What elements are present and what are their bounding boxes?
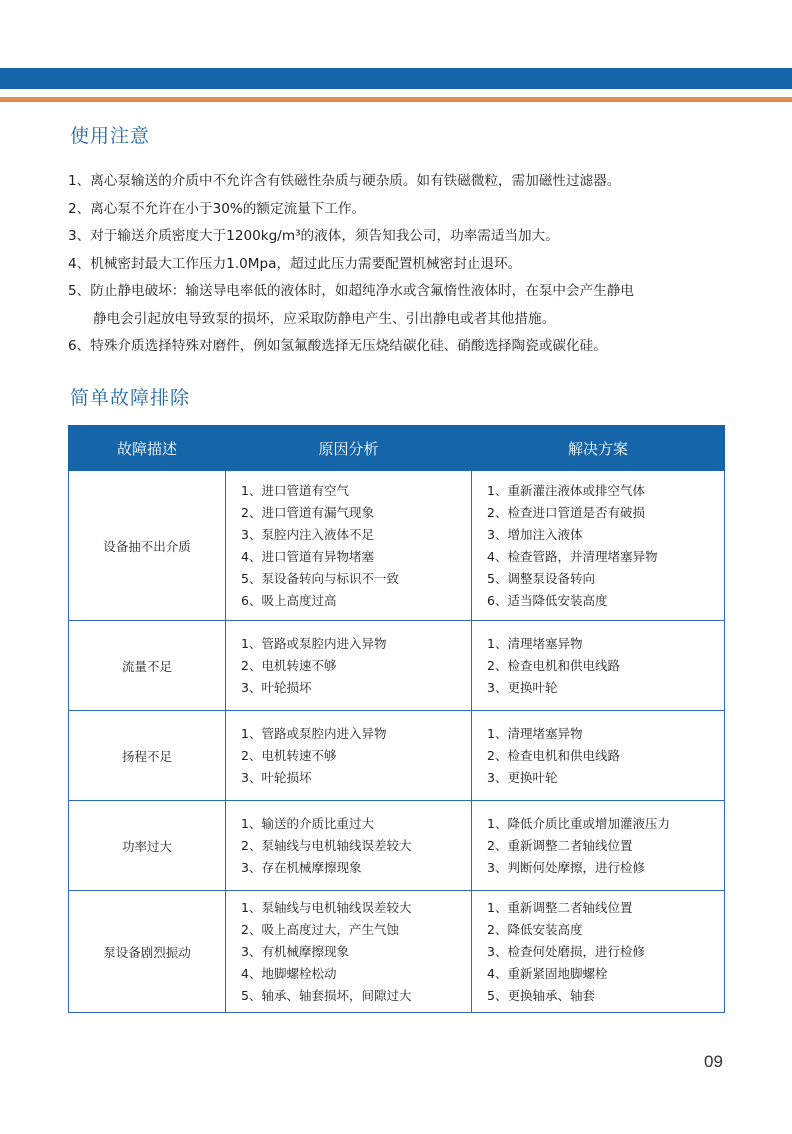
- solution-item: 4、检查管路，并清理堵塞异物: [487, 548, 658, 564]
- note-item: 6、特殊介质选择特殊对磨件，例如氢氟酸选择无压烧结碳化硅、硝酸选择陶瓷或碳化硅。: [68, 338, 607, 354]
- solution-item: 2、检查电机和供电线路: [487, 747, 620, 763]
- solution-item: 1、重新调整二者轴线位置: [487, 899, 633, 915]
- table-row: [69, 621, 725, 711]
- table-header-row: [69, 426, 725, 471]
- fault-description: 设备抽不出介质: [69, 471, 226, 621]
- cause-item: 5、轴承、轴套损坏，间隙过大: [241, 987, 412, 1003]
- cause-list: [226, 471, 472, 621]
- solution-item: 3、更换叶轮: [487, 679, 558, 695]
- table-row: [69, 801, 725, 891]
- solution-item: 5、调整泵设备转向: [487, 570, 595, 586]
- solution-list: [472, 891, 725, 1013]
- solution-item: 6、适当降低安装高度: [487, 592, 608, 608]
- cause-list: [226, 711, 472, 801]
- fault-description: 流量不足: [69, 621, 226, 711]
- solution-list: [472, 621, 725, 711]
- solution-item: 3、更换叶轮: [487, 769, 558, 785]
- table-row: [69, 471, 725, 621]
- cause-item: 1、泵轴线与电机轴线误差较大: [241, 899, 412, 915]
- solution-item: 2、降低安装高度: [487, 921, 583, 937]
- cause-item: 2、电机转速不够: [241, 747, 337, 763]
- solution-item: 4、重新紧固地脚螺栓: [487, 965, 608, 981]
- cause-item: 1、进口管道有空气: [241, 482, 349, 498]
- cause-list: [226, 621, 472, 711]
- solution-item: 1、清理堵塞异物: [487, 725, 583, 741]
- cause-item: 4、进口管道有异物堵塞: [241, 548, 374, 564]
- cause-item: 2、吸上高度过大，产生气蚀: [241, 921, 399, 937]
- solution-item: 1、降低介质比重或增加灌液压力: [487, 815, 670, 831]
- cause-list: [226, 801, 472, 891]
- troubleshooting-title: 简单故障排除: [70, 387, 191, 409]
- cause-item: 3、叶轮损坏: [241, 769, 312, 785]
- solution-list: [472, 471, 725, 621]
- header-fault: 故障描述: [69, 426, 226, 471]
- note-item: 4、机械密封最大工作压力1.0Mpa，超过此压力需要配置机械密封止退环。: [68, 255, 522, 272]
- cause-item: 6、吸上高度过高: [241, 592, 337, 608]
- cause-item: 3、有机械摩擦现象: [241, 943, 349, 959]
- solution-item: 2、检查进口管道是否有破损: [487, 504, 645, 520]
- usage-notes-list: [68, 168, 738, 361]
- note-item: 5、防止静电破坏：输送导电率低的液体时，如超纯净水或含氟惰性液体时，在泵中会产生静电: [68, 283, 634, 299]
- solution-item: 3、判断何处摩擦，进行检修: [487, 859, 645, 875]
- solution-list: [472, 711, 725, 801]
- usage-notes-title: 使用注意: [70, 125, 151, 147]
- header-blue-bar: [0, 68, 792, 89]
- solution-item: 5、更换轴承、轴套: [487, 987, 595, 1003]
- cause-item: 1、管路或泵腔内进入异物: [241, 725, 387, 741]
- cause-item: 3、泵腔内注入液体不足: [241, 526, 374, 542]
- cause-item: 4、地脚螺栓松动: [241, 965, 337, 981]
- note-item-continuation: 静电会引起放电导致泵的损坏，应采取防静电产生、引出静电或者其他措施。: [93, 310, 556, 327]
- cause-item: 5、泵设备转向与标识不一致: [241, 570, 399, 586]
- cause-item: 2、泵轴线与电机轴线误差较大: [241, 837, 412, 853]
- table-row: [69, 711, 725, 801]
- solution-item: 3、检查何处磨损，进行检修: [487, 943, 645, 959]
- cause-item: 3、存在机械摩擦现象: [241, 859, 362, 875]
- header-solution: 解决方案: [472, 426, 725, 471]
- fault-description: 扬程不足: [69, 711, 226, 801]
- cause-item: 3、叶轮损坏: [241, 679, 312, 695]
- page-number: 09: [704, 1052, 723, 1071]
- solution-item: 1、清理堵塞异物: [487, 635, 583, 651]
- solution-item: 3、增加注入液体: [487, 526, 583, 542]
- solution-item: 2、检查电机和供电线路: [487, 657, 620, 673]
- cause-item: 1、输送的介质比重过大: [241, 815, 374, 831]
- solution-item: 2、重新调整二者轴线位置: [487, 837, 633, 853]
- troubleshooting-table: [68, 425, 725, 1013]
- note-item: 1、离心泵输送的介质中不允许含有铁磁性杂质与硬杂质。如有铁磁微粒，需加磁性过滤器。: [68, 173, 621, 189]
- cause-item: 1、管路或泵腔内进入异物: [241, 635, 387, 651]
- solution-item: 1、重新灌注液体或排空气体: [487, 482, 645, 498]
- note-item: 2、离心泵不允许在小于30%的额定流量下工作。: [68, 200, 366, 217]
- cause-item: 2、进口管道有漏气现象: [241, 504, 374, 520]
- fault-description: 泵设备剧烈振动: [69, 891, 226, 1013]
- solution-list: [472, 801, 725, 891]
- table-row: [69, 891, 725, 1013]
- header-cause: 原因分析: [226, 426, 472, 471]
- header-orange-bar: [0, 97, 792, 102]
- note-item: 3、对于输送介质密度大于1200kg/m³的液体，须告知我公司，功率需适当加大。: [68, 228, 559, 244]
- cause-list: [226, 891, 472, 1013]
- cause-item: 2、电机转速不够: [241, 657, 337, 673]
- fault-description: 功率过大: [69, 801, 226, 891]
